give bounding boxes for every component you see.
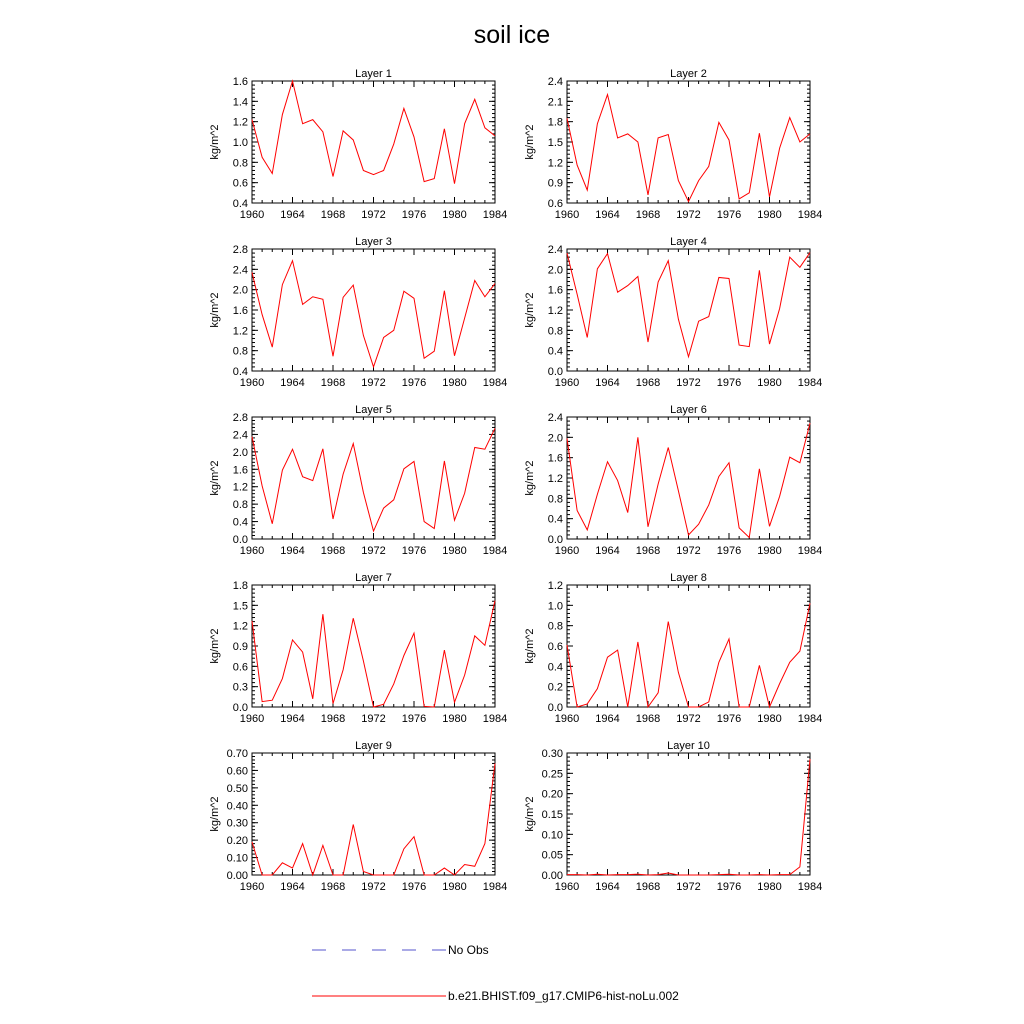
series-line xyxy=(252,428,495,531)
y-tick-label: 0.30 xyxy=(541,748,563,760)
y-tick-label: 2.8 xyxy=(232,412,248,424)
y-tick-label: 2.0 xyxy=(232,284,248,297)
x-tick-label: 1964 xyxy=(595,545,620,557)
y-tick-label: 1.8 xyxy=(547,116,563,129)
y-tick-label: 0.2 xyxy=(547,681,563,694)
y-tick-label: 0.0 xyxy=(232,534,248,546)
x-tick-label: 1976 xyxy=(401,545,427,557)
x-tick-label: 1968 xyxy=(635,377,661,389)
panel-title: Layer 1 xyxy=(355,68,392,80)
x-tick-label: 1964 xyxy=(595,881,620,893)
x-tick-label: 1964 xyxy=(280,209,305,221)
y-tick-label: 2.1 xyxy=(547,96,563,109)
x-tick-label: 1968 xyxy=(635,881,661,893)
legend-label-model: b.e21.BHIST.f09_g17.CMIP6-hist-noLu.002 xyxy=(448,989,679,1003)
x-tick-label: 1976 xyxy=(716,545,742,557)
series-line xyxy=(567,95,810,202)
x-tick-label: 1984 xyxy=(482,209,508,221)
y-tick-label: 1.0 xyxy=(232,137,248,149)
x-tick-label: 1960 xyxy=(554,545,580,557)
y-axis-label: kg/m^2 xyxy=(524,796,536,832)
x-tick-label: 1984 xyxy=(482,377,508,389)
x-tick-label: 1964 xyxy=(595,377,620,389)
y-tick-label: 0.10 xyxy=(541,829,563,842)
plot-frame xyxy=(252,249,495,371)
x-tick-label: 1984 xyxy=(482,713,508,725)
y-tick-label: 1.2 xyxy=(547,157,563,170)
x-tick-label: 1968 xyxy=(320,377,346,389)
y-tick-label: 0.60 xyxy=(226,765,248,778)
y-tick-label: 0.4 xyxy=(547,345,563,358)
x-tick-label: 1972 xyxy=(361,545,386,557)
y-tick-label: 0.8 xyxy=(547,620,563,633)
x-tick-label: 1984 xyxy=(482,881,508,893)
y-axis-label: kg/m^2 xyxy=(524,460,536,496)
y-tick-label: 0.6 xyxy=(232,661,248,674)
y-tick-label: 0.8 xyxy=(232,499,248,512)
panel-layer-5 xyxy=(209,404,507,557)
y-tick-label: 1.0 xyxy=(547,600,563,613)
series-line xyxy=(567,423,810,537)
x-tick-label: 1972 xyxy=(361,377,386,389)
plot-frame xyxy=(567,753,810,875)
x-tick-label: 1964 xyxy=(280,713,305,725)
x-tick-label: 1976 xyxy=(716,377,742,389)
y-tick-label: 0.6 xyxy=(547,198,563,210)
x-tick-label: 1980 xyxy=(757,881,782,893)
y-tick-label: 0.9 xyxy=(232,641,248,653)
y-tick-label: 1.8 xyxy=(232,580,248,592)
y-tick-label: 0.9 xyxy=(547,177,563,190)
y-tick-label: 0.6 xyxy=(547,641,563,653)
y-tick-label: 2.4 xyxy=(232,264,248,277)
x-tick-label: 1964 xyxy=(280,881,305,893)
x-tick-label: 1980 xyxy=(442,209,467,221)
y-tick-label: 0.30 xyxy=(226,817,248,830)
x-tick-label: 1968 xyxy=(320,209,346,221)
x-tick-label: 1984 xyxy=(482,545,508,557)
panel-layer-6 xyxy=(524,404,822,557)
panel-layer-7 xyxy=(209,572,507,725)
x-tick-label: 1972 xyxy=(676,881,701,893)
x-tick-label: 1980 xyxy=(442,545,467,557)
y-tick-label: 2.4 xyxy=(232,429,248,442)
y-axis-label: kg/m^2 xyxy=(209,292,221,328)
y-tick-label: 2.4 xyxy=(547,412,563,424)
series-line xyxy=(252,763,495,875)
x-tick-label: 1964 xyxy=(595,713,620,725)
plot-frame xyxy=(252,81,495,203)
x-tick-label: 1980 xyxy=(757,209,782,221)
panel-layer-3 xyxy=(209,236,507,389)
x-tick-label: 1980 xyxy=(442,377,467,389)
x-tick-label: 1960 xyxy=(239,881,265,893)
x-tick-label: 1984 xyxy=(797,377,823,389)
x-tick-label: 1968 xyxy=(320,545,346,557)
y-tick-label: 1.2 xyxy=(547,580,563,592)
panel-layer-1 xyxy=(209,68,507,221)
y-axis-label: kg/m^2 xyxy=(524,628,536,664)
y-tick-label: 0.6 xyxy=(232,177,248,190)
x-tick-label: 1972 xyxy=(361,713,386,725)
y-tick-label: 1.2 xyxy=(232,620,248,633)
x-tick-label: 1960 xyxy=(239,713,265,725)
x-tick-label: 1972 xyxy=(676,545,701,557)
x-tick-label: 1980 xyxy=(442,881,467,893)
y-axis-label: kg/m^2 xyxy=(524,292,536,328)
plot-frame xyxy=(567,81,810,203)
x-tick-label: 1980 xyxy=(442,713,467,725)
y-axis-label: kg/m^2 xyxy=(209,628,221,664)
y-tick-label: 0.40 xyxy=(226,800,248,813)
x-tick-label: 1976 xyxy=(716,881,742,893)
panel-title: Layer 6 xyxy=(670,404,707,416)
y-tick-label: 1.5 xyxy=(232,600,248,613)
x-tick-label: 1960 xyxy=(239,209,265,221)
y-tick-label: 0.4 xyxy=(547,513,563,526)
plot-frame xyxy=(567,249,810,371)
y-tick-label: 1.6 xyxy=(232,305,248,317)
panel-title: Layer 5 xyxy=(355,404,392,416)
y-tick-label: 0.00 xyxy=(541,870,563,882)
y-tick-label: 0.8 xyxy=(547,493,563,506)
x-tick-label: 1964 xyxy=(280,545,305,557)
panel-title: Layer 10 xyxy=(667,740,710,752)
x-tick-label: 1972 xyxy=(676,209,701,221)
plot-frame xyxy=(252,753,495,875)
y-tick-label: 1.4 xyxy=(232,96,248,109)
y-tick-label: 0.25 xyxy=(541,768,563,781)
x-tick-label: 1972 xyxy=(676,713,701,725)
y-tick-label: 0.20 xyxy=(226,835,248,848)
x-tick-label: 1968 xyxy=(320,881,346,893)
y-tick-label: 0.8 xyxy=(547,325,563,338)
panel-title: Layer 9 xyxy=(355,740,392,752)
panel-layer-2 xyxy=(524,68,822,221)
x-tick-label: 1960 xyxy=(239,545,265,557)
plot-frame xyxy=(567,417,810,539)
y-tick-label: 0.0 xyxy=(547,702,563,714)
y-tick-label: 0.4 xyxy=(232,366,248,378)
x-tick-label: 1968 xyxy=(635,545,661,557)
y-axis-label: kg/m^2 xyxy=(209,124,221,160)
x-tick-label: 1976 xyxy=(401,377,427,389)
x-tick-label: 1976 xyxy=(716,713,742,725)
panel-layer-4 xyxy=(524,236,822,389)
panel-title: Layer 3 xyxy=(355,236,392,248)
y-tick-label: 1.2 xyxy=(232,481,248,494)
panel-title: Layer 4 xyxy=(670,236,707,248)
x-tick-label: 1984 xyxy=(797,545,823,557)
x-tick-label: 1976 xyxy=(716,209,742,221)
y-tick-label: 0.3 xyxy=(232,681,248,694)
y-tick-label: 1.2 xyxy=(232,325,248,338)
y-tick-label: 2.4 xyxy=(547,244,563,256)
y-tick-label: 1.6 xyxy=(232,76,248,88)
y-axis-label: kg/m^2 xyxy=(209,796,221,832)
x-tick-label: 1972 xyxy=(361,881,386,893)
y-tick-label: 1.6 xyxy=(547,452,563,465)
y-tick-label: 0.70 xyxy=(226,748,248,760)
panel-title: Layer 8 xyxy=(670,572,707,584)
x-tick-label: 1960 xyxy=(239,377,265,389)
panel-title: Layer 2 xyxy=(670,68,707,80)
x-tick-label: 1976 xyxy=(401,881,427,893)
y-tick-label: 1.2 xyxy=(547,473,563,485)
y-tick-label: 1.6 xyxy=(547,284,563,297)
x-tick-label: 1984 xyxy=(797,881,823,893)
series-line xyxy=(567,759,810,875)
panel-layer-8 xyxy=(524,572,822,725)
x-tick-label: 1984 xyxy=(797,713,823,725)
x-tick-label: 1968 xyxy=(635,209,661,221)
y-tick-label: 0.4 xyxy=(232,198,248,210)
y-tick-label: 0.10 xyxy=(226,852,248,865)
x-tick-label: 1976 xyxy=(401,209,427,221)
y-tick-label: 1.6 xyxy=(232,464,248,477)
y-tick-label: 2.4 xyxy=(547,76,563,88)
y-tick-label: 0.4 xyxy=(547,661,563,674)
x-tick-label: 1964 xyxy=(595,209,620,221)
y-tick-label: 0.8 xyxy=(232,157,248,170)
series-line xyxy=(252,81,495,184)
legend xyxy=(312,943,679,1003)
y-tick-label: 1.2 xyxy=(232,116,248,129)
y-tick-label: 0.20 xyxy=(541,788,563,801)
x-tick-label: 1980 xyxy=(757,377,782,389)
y-tick-label: 1.5 xyxy=(547,137,563,149)
panel-layer-10 xyxy=(524,740,822,893)
plot-frame xyxy=(252,417,495,539)
x-tick-label: 1960 xyxy=(554,881,580,893)
y-tick-label: 2.0 xyxy=(547,432,563,445)
x-tick-label: 1960 xyxy=(554,713,580,725)
y-axis-label: kg/m^2 xyxy=(524,124,536,160)
x-tick-label: 1980 xyxy=(757,713,782,725)
x-tick-label: 1972 xyxy=(361,209,386,221)
series-line xyxy=(567,603,810,707)
series-line xyxy=(252,261,495,367)
y-axis-label: kg/m^2 xyxy=(209,460,221,496)
legend-label-no-obs: No Obs xyxy=(448,943,489,957)
series-line xyxy=(567,253,810,357)
y-tick-label: 0.0 xyxy=(547,534,563,546)
y-tick-label: 2.0 xyxy=(547,264,563,277)
y-tick-label: 0.0 xyxy=(232,702,248,714)
x-tick-label: 1960 xyxy=(554,209,580,221)
y-tick-label: 0.15 xyxy=(541,809,563,821)
figure-title: soil ice xyxy=(473,21,551,49)
x-tick-label: 1960 xyxy=(554,377,580,389)
x-tick-label: 1972 xyxy=(676,377,701,389)
plot-frame xyxy=(567,585,810,707)
x-tick-label: 1980 xyxy=(757,545,782,557)
y-tick-label: 0.05 xyxy=(541,849,563,862)
y-tick-label: 2.8 xyxy=(232,244,248,256)
x-tick-label: 1984 xyxy=(797,209,823,221)
x-tick-label: 1964 xyxy=(280,377,305,389)
y-tick-label: 0.00 xyxy=(226,870,248,882)
x-tick-label: 1968 xyxy=(635,713,661,725)
x-tick-label: 1968 xyxy=(320,713,346,725)
panel-title: Layer 7 xyxy=(355,572,392,584)
y-tick-label: 2.0 xyxy=(232,446,248,459)
y-tick-label: 0.8 xyxy=(232,345,248,358)
x-tick-label: 1976 xyxy=(401,713,427,725)
panels xyxy=(209,68,822,893)
panel-layer-9 xyxy=(209,740,507,893)
y-tick-label: 1.2 xyxy=(547,305,563,317)
y-tick-label: 0.0 xyxy=(547,366,563,378)
plot-frame xyxy=(252,585,495,707)
y-tick-label: 0.50 xyxy=(226,782,248,795)
y-tick-label: 0.4 xyxy=(232,516,248,529)
series-line xyxy=(252,601,495,707)
